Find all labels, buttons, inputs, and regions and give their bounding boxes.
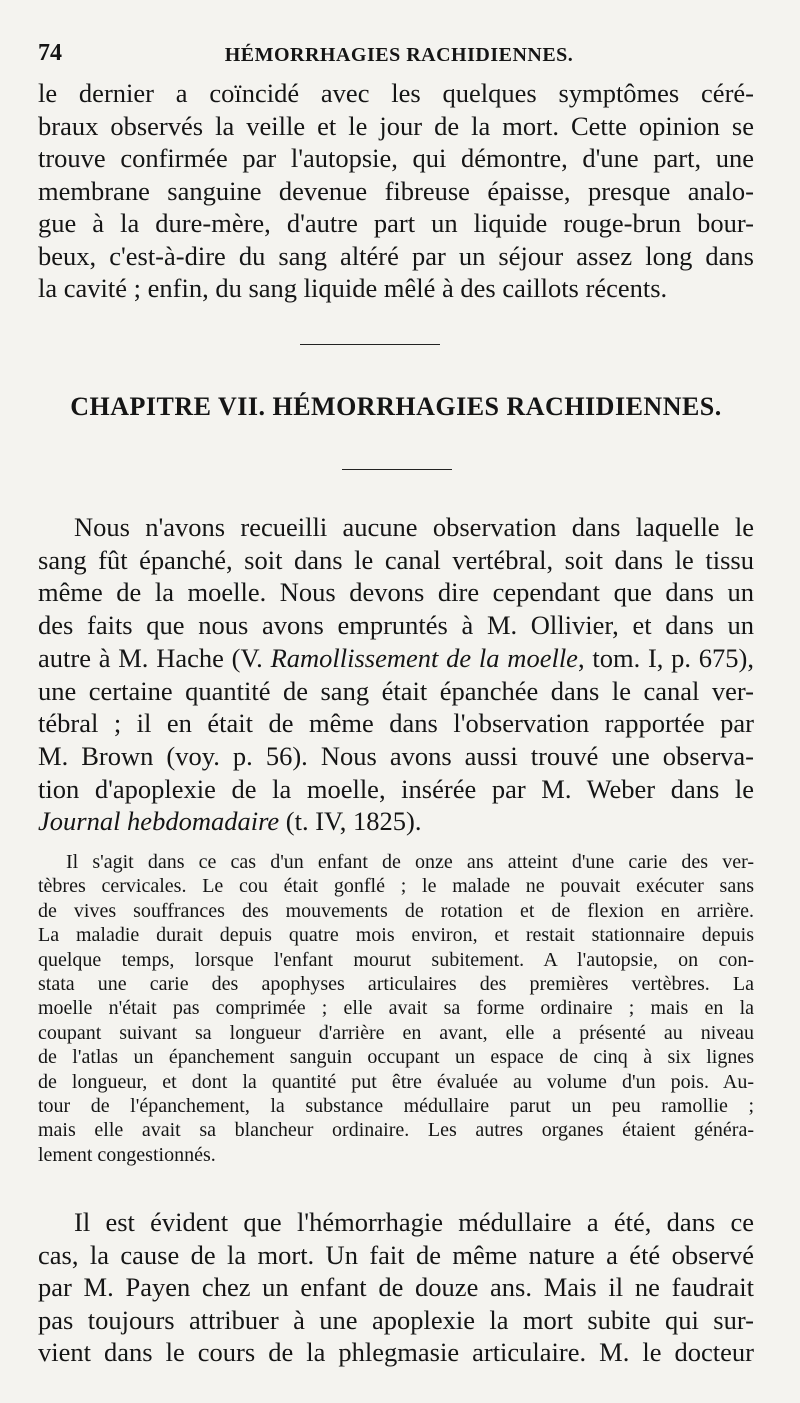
text-line: lement congestionnés. [38, 1143, 216, 1166]
text-line: braux observés la veille et le jour de la mort. Cette opinion se [38, 110, 754, 141]
text-line: de l'atlas un épanchement sanguin occupant un espace de cinq à six lignes [38, 1046, 754, 1069]
chapter-divider [342, 469, 452, 470]
text-line: mais elle avait sa blancheur ordinaire. Les autres organes étaient généra- [38, 1119, 754, 1142]
text-line: La maladie durait depuis quatre mois environ, et restait stationnaire depuis [38, 924, 754, 947]
text-line: Il s'agit dans ce cas d'un enfant de onze ans atteint d'une carie des ver- [66, 851, 754, 873]
text-line: même de la moelle. Nous devons dire cependant que dans un [38, 577, 754, 608]
text-line: une certaine quantité de sang était épanchée dans le canal ver- [38, 675, 754, 706]
text-line: vient dans le cours de la phlegmasie articulaire. M. le docteur [38, 1337, 754, 1367]
chapter-title: CHAPITRE VII. HÉMORRHAGIES RACHIDIENNES. [70, 392, 722, 421]
text-line: M. Brown (voy. p. 56). Nous avons aussi trouvé une observa- [38, 740, 754, 771]
text-line: gue à la dure-mère, d'autre part un liquide rouge-brun bour- [38, 208, 754, 238]
text-line: de longueur, et dont la quantité put être évaluée au volume d'un pois. Au- [38, 1070, 754, 1093]
text-line: le dernier a coïncidé avec les quelques symptômes céré- [38, 78, 754, 108]
text-line: trouve confirmée par l'autopsie, qui démontre, d'une part, une [38, 143, 754, 173]
text-line: tèbres cervicales. Le cou était gonflé ; le malade ne pouvait exécuter sans [38, 875, 754, 898]
text-segment: (t. IV, 1825). [279, 806, 422, 837]
text-line: pas toujours attribuer à une apoplexie la mort subite qui sur- [38, 1304, 754, 1335]
section-divider [300, 344, 440, 345]
text-line: stata une carie des apophyses articulaires des premières vertèbres. La [38, 973, 754, 996]
text-line: Nous n'avons recueilli aucune observation dans laquelle le [74, 512, 754, 542]
text-line: de vives souffrances des mouvements de rotation et de flexion en arrière. [38, 899, 754, 922]
text-line: moelle n'était pas comprimée ; elle avait sa forme ordinaire ; mais en la [38, 997, 754, 1020]
text-line: coupant suivant sa longueur d'arrière en avant, elle a présenté au niveau [38, 1021, 754, 1044]
case-report-paragraph [38, 850, 754, 1167]
text-line: beux, c'est-à-dire du sang altéré par un séjour assez long dans [38, 240, 754, 271]
text-line: tion d'apoplexie de la moelle, insérée par M. Weber dans le [38, 773, 754, 804]
text-line: par M. Payen chez un enfant de douze ans. Mais il ne faudrait [38, 1272, 754, 1302]
text-line [38, 642, 754, 675]
text-line: Il est évident que l'hémorrhagie médullaire a été, dans ce [74, 1207, 754, 1237]
final-paragraph [38, 1206, 754, 1369]
text-line: tour de l'épanchement, la substance médullaire parut un peu ramollie ; [38, 1095, 754, 1118]
text-line: cas, la cause de la mort. Un fait de même nature a été observé [38, 1239, 754, 1270]
intro-paragraph [38, 511, 754, 838]
running-header [38, 40, 760, 70]
text-line: membrane sanguine devenue fibreuse épaisse, presque analo- [38, 175, 754, 206]
text-line: des faits que nous avons empruntés à M. Ollivier, et dans un [38, 610, 754, 641]
page-number: 74 [38, 40, 62, 66]
text-segment: autre à M. Hache (V. [38, 642, 271, 673]
continued-paragraph [38, 77, 754, 305]
italic-reference: Ramollissement de la moelle [270, 642, 578, 673]
text-line: tébral ; il en était de même dans l'observation rapportée par [38, 708, 754, 739]
text-line: quelque temps, lorsque l'enfant mourut subitement. A l'autopsie, on con- [38, 948, 754, 971]
text-segment: , tom. I, p. 675), [577, 642, 755, 673]
text-line [38, 805, 754, 838]
text-line: sang fût épanché, soit dans le canal vertébral, soit dans le tissu [38, 544, 754, 575]
italic-reference: Journal hebdomadaire [38, 806, 280, 837]
running-title: HÉMORRHAGIES RACHIDIENNES. [224, 44, 574, 66]
text-line: la cavité ; enfin, du sang liquide mêlé à des caillots récents. [38, 273, 668, 303]
